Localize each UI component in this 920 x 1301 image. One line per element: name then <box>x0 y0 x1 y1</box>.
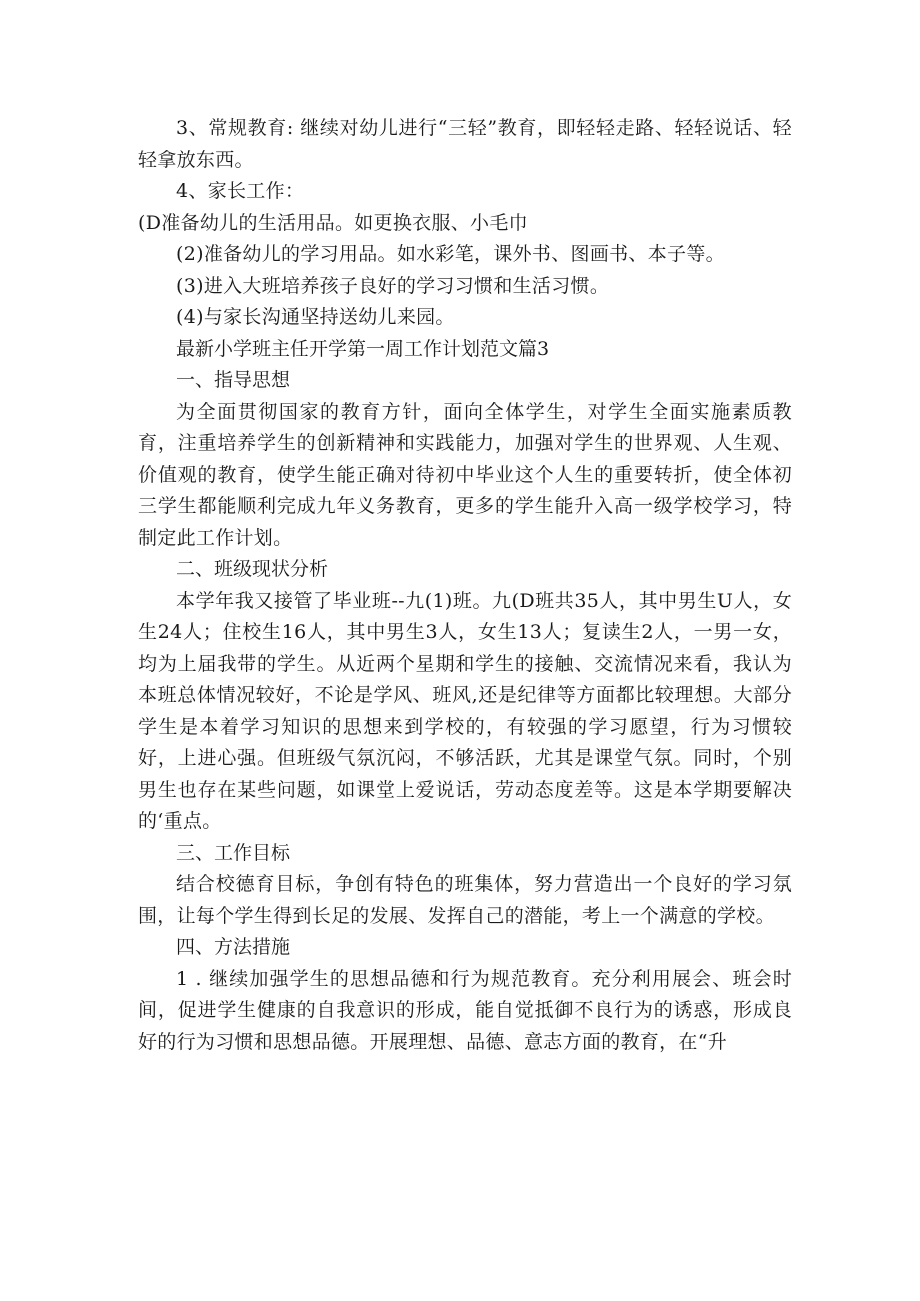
paragraph-routine-education: 3、常规教育: 继续对幼儿进行“三轻”教育，即轻轻走路、轻轻说话、轻轻拿放东西。 <box>138 117 792 171</box>
paragraph-item-1: (D准备幼儿的生活用品。如更换衣服、小毛巾 <box>138 211 528 234</box>
heading-class-analysis: 二、班级现状分析 <box>176 558 329 580</box>
paragraph-work-goals: 结合校德育目标，争创有特色的班集体，努力营造出一个良好的学习氛围，让每个学生得到长足的发展、发挥自己的潜能，考上一个满意的学校。 <box>138 873 792 927</box>
heading-methods: 四、方法措施 <box>176 936 291 958</box>
paragraph-methods: 1 . 继续加强学生的思想品德和行为规范教育。充分利用展会、班会时间，促进学生健康的自我意识的形成，能自觉抵御不良行为的诱惑，形成良好的行为习惯和思想品德。开展理想、品德、意志方面的教育，在“升 <box>138 967 792 1053</box>
heading-work-goals: 三、工作目标 <box>176 841 291 864</box>
document-body <box>138 113 792 1058</box>
paragraph-item-3: (3)进入大班培养孩子良好的学习习惯和生活习惯。 <box>176 274 610 297</box>
paragraph-parent-work: 4、家长工作： <box>176 180 305 202</box>
section-title: 最新小学班主任开学第一周工作计划范文篇3 <box>176 337 550 360</box>
heading-guiding-ideology: 一、指导思想 <box>176 369 291 391</box>
paragraph-class-analysis: 本学年我又接管了毕业班--九(1)班。九(D班共35人，其中男生U人，女生24人；住校生16人，其中男生3人，女生13人；复读生2人，一男一女，均为上届我带的学生。从近两个星期和学生的接触、交流情况来看，我认为本班总体情况较好，不论是学风、班风,还是纪律等方面都比较理想。大部分学生是本着学习知识的思想来到学校的，有较强的学习愿望，行为习惯较好，上进心强。但班级气氛沉闷，不够活跃，尤其是课堂气氛。同时，个别男生也存在某些问题，如课堂上爱说话，劳动态度差等。这是本学期要解决的‘重点。 <box>138 589 792 832</box>
paragraph-guiding-ideology: 为全面贯彻国家的教育方针，面向全体学生，对学生全面实施素质教育，注重培养学生的创新精神和实践能力，加强对学生的世界观、人生观、价值观的教育，使学生能正确对待初中毕业这个人生的重要转折，使全体初三学生都能顺利完成九年义务教育，更多的学生能升入高一级学校学习，特制定此工作计划。 <box>138 400 792 549</box>
paragraph-item-4: (4)与家长沟通坚持送幼儿来园。 <box>176 306 455 328</box>
paragraph-item-2: (2)准备幼儿的学习用品。如水彩笔，课外书、图画书、本子等。 <box>176 243 725 265</box>
